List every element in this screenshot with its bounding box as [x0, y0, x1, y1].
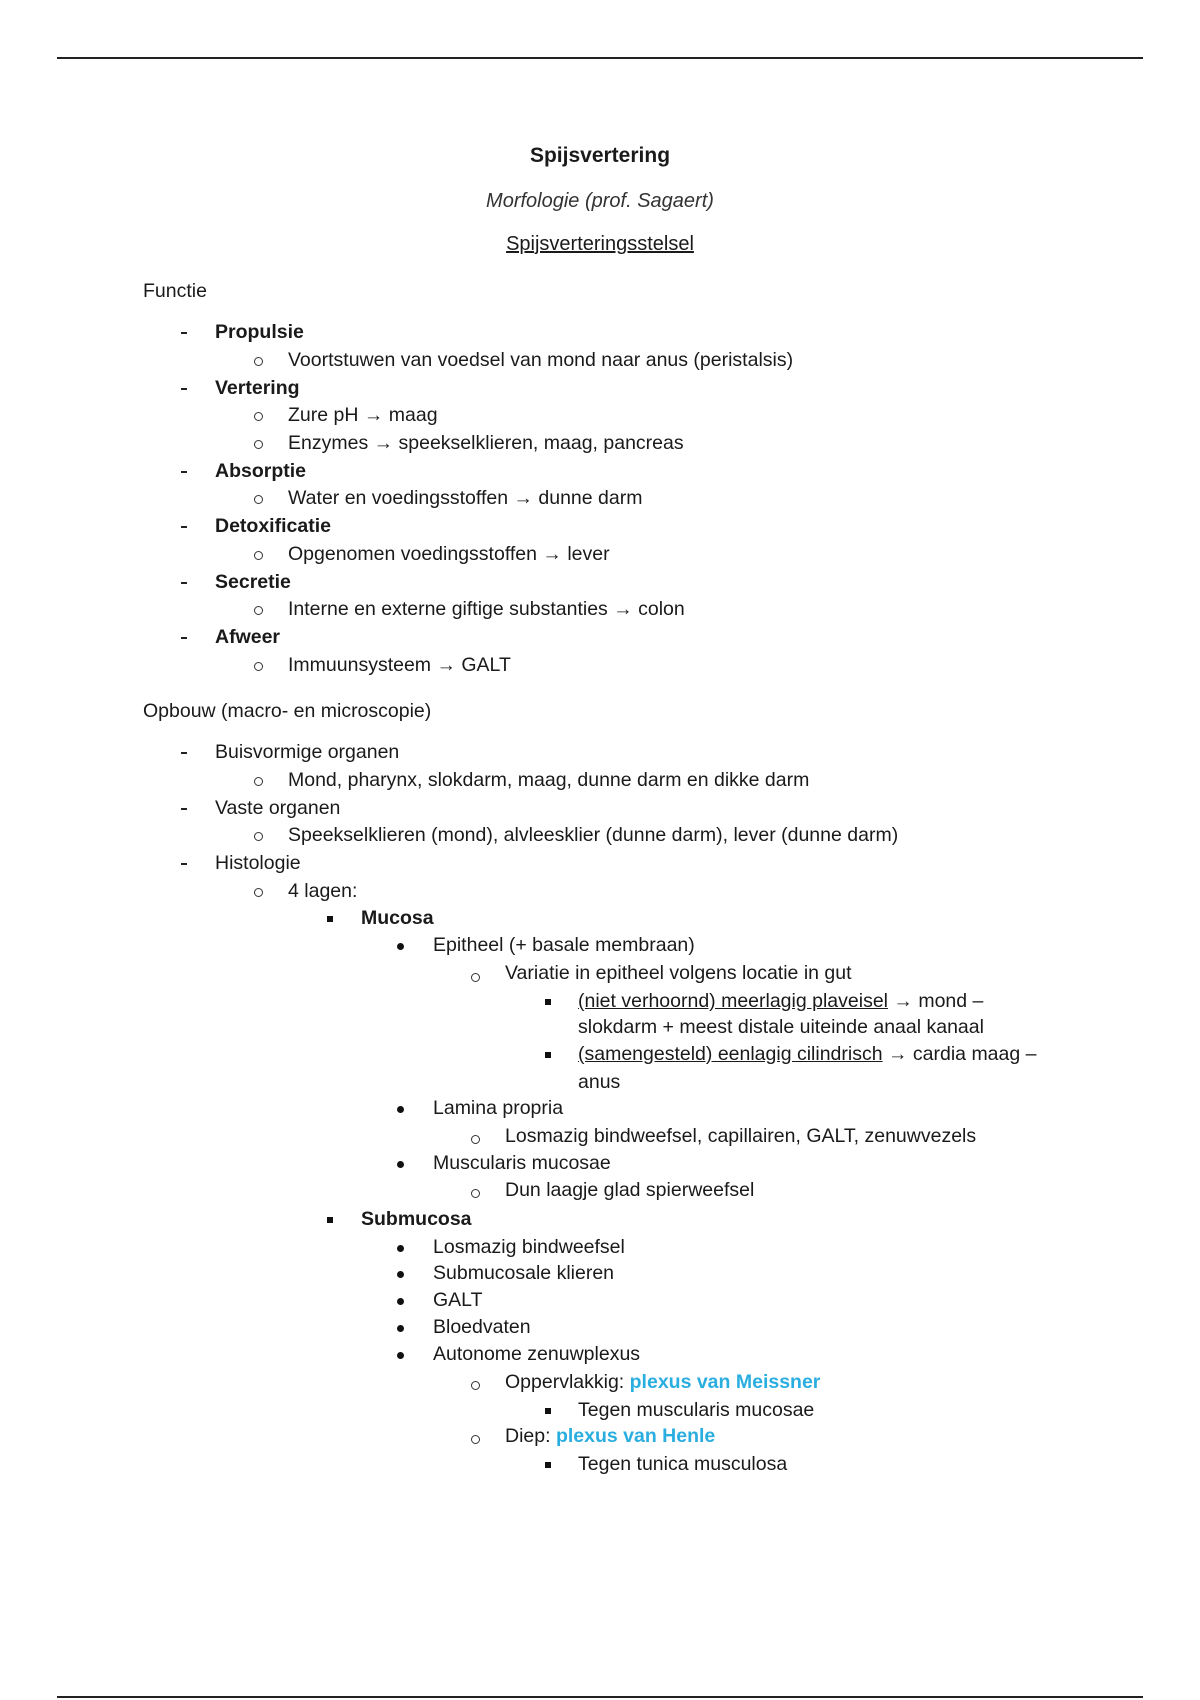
circle-bullet: [254, 551, 263, 560]
functie-item-propulsie: Propulsie: [215, 321, 304, 343]
circle-bullet: [471, 1435, 480, 1444]
mucosa-muscularis-sub: Dun laagje glad spierweefsel: [505, 1179, 755, 1201]
functie-item-vertering: Vertering: [215, 377, 300, 399]
dash-bullet: [181, 863, 187, 865]
histologie-lagen: 4 lagen:: [288, 880, 358, 902]
circle-bullet: [254, 495, 263, 504]
opbouw-histologie: Histologie: [215, 852, 301, 874]
submucosa-item: Submucosale klieren: [433, 1262, 615, 1284]
circle-bullet: [254, 412, 263, 421]
circle-bullet: [254, 832, 263, 841]
dash-bullet: [181, 471, 187, 473]
dot-bullet: [397, 1245, 404, 1252]
functie-sub: Enzymes → speekselklieren, maag, pancreas: [288, 432, 684, 454]
square-bullet: [545, 999, 551, 1005]
functie-heading: Functie: [143, 280, 207, 302]
plexus-opp-prefix: Oppervlakkig:: [505, 1371, 630, 1393]
plexus-henle: plexus van Henle: [555, 1425, 716, 1447]
variatie-2-rest: → cardia maag –: [882, 1043, 1037, 1065]
plexus-diep-prefix: Diep:: [505, 1425, 556, 1447]
dash-bullet: [181, 637, 187, 639]
dot-bullet: [397, 1106, 404, 1113]
mucosa-label: Mucosa: [361, 907, 434, 929]
variatie-item-1: [578, 990, 983, 1013]
circle-bullet: [471, 973, 480, 982]
submucosa-item: Losmazig bindweefsel: [433, 1236, 625, 1258]
dot-bullet: [397, 1161, 404, 1168]
circle-bullet: [254, 606, 263, 615]
submucosa-item: Bloedvaten: [433, 1316, 531, 1338]
mucosa-lamina: Lamina propria: [433, 1097, 564, 1119]
square-bullet: [545, 1408, 551, 1414]
submucosa-item: GALT: [433, 1289, 483, 1311]
plexus-diep-sub: Tegen tunica musculosa: [578, 1453, 788, 1475]
circle-bullet: [254, 357, 263, 366]
dash-bullet: [181, 752, 187, 754]
dash-bullet: [181, 332, 187, 334]
mucosa-muscularis: Muscularis mucosae: [433, 1152, 611, 1174]
plexus-diep: [505, 1425, 715, 1448]
variatie-1-rest: → mond –: [888, 990, 984, 1012]
opbouw-heading: Opbouw (macro- en microscopie): [143, 700, 432, 722]
section-title: Spijsverteringsstelsel: [506, 233, 694, 255]
square-bullet: [545, 1052, 551, 1058]
variatie-item-2: [578, 1043, 1036, 1066]
square-bullet: [327, 916, 333, 922]
plexus-oppervlakkig: [505, 1371, 820, 1394]
functie-item-afweer: Afweer: [215, 626, 281, 648]
circle-bullet: [254, 662, 263, 671]
square-bullet: [327, 1217, 333, 1223]
circle-bullet: [254, 777, 263, 786]
functie-sub: Water en voedingsstoffen → dunne darm: [288, 487, 643, 509]
variatie-2-underlined: (samengesteld) eenlagig cilindrisch: [578, 1043, 883, 1065]
dash-bullet: [181, 388, 187, 390]
functie-sub: Voortstuwen van voedsel van mond naar anus (peristalsis): [288, 349, 794, 371]
circle-bullet: [254, 440, 263, 449]
submucosa-label: Submucosa: [361, 1208, 472, 1230]
mucosa-epitheel: Epitheel (+ basale membraan): [433, 934, 695, 956]
submucosa-item: Autonome zenuwplexus: [433, 1343, 641, 1365]
mucosa-lamina-sub: Losmazig bindweefsel, capillairen, GALT, zenuwvezels: [505, 1125, 977, 1147]
opbouw-buisvormig-sub: Mond, pharynx, slokdarm, maag, dunne darm en dikke darm: [288, 769, 810, 791]
square-bullet: [545, 1462, 551, 1468]
variatie-2-line2: anus: [578, 1071, 621, 1093]
plexus-meissner: plexus van Meissner: [629, 1371, 821, 1393]
opbouw-vaste-sub: Speekselklieren (mond), alvleesklier (dunne darm), lever (dunne darm): [288, 824, 899, 846]
dash-bullet: [181, 808, 187, 810]
variatie-1-underlined: (niet verhoornd) meerlagig plaveisel: [578, 990, 888, 1012]
plexus-opp-sub: Tegen muscularis mucosae: [578, 1399, 815, 1421]
opbouw-buisvormig: Buisvormige organen: [215, 741, 400, 763]
variatie-1-line2: slokdarm + meest distale uiteinde anaal kanaal: [578, 1016, 984, 1038]
dot-bullet: [397, 1298, 404, 1305]
footer-rule: [57, 1696, 1143, 1698]
mucosa-variatie: Variatie in epitheel volgens locatie in gut: [505, 962, 852, 984]
functie-item-detoxificatie: Detoxificatie: [215, 515, 331, 537]
functie-sub: Immuunsysteem → GALT: [288, 654, 511, 676]
dash-bullet: [181, 526, 187, 528]
functie-item-absorptie: Absorptie: [215, 460, 307, 482]
functie-sub: Opgenomen voedingsstoffen → lever: [288, 543, 610, 565]
circle-bullet: [471, 1135, 480, 1144]
page-subtitle: Morfologie (prof. Sagaert): [486, 190, 714, 212]
dot-bullet: [397, 1325, 404, 1332]
page-title: Spijsvertering: [529, 144, 671, 167]
circle-bullet: [471, 1381, 480, 1390]
dot-bullet: [397, 943, 404, 950]
header-rule: [57, 57, 1143, 59]
dot-bullet: [397, 1352, 404, 1359]
functie-item-secretie: Secretie: [215, 571, 291, 593]
dot-bullet: [397, 1271, 404, 1278]
opbouw-vaste: Vaste organen: [215, 797, 341, 819]
circle-bullet: [471, 1189, 480, 1198]
functie-sub: Interne en externe giftige substanties → colon: [288, 598, 685, 620]
dash-bullet: [181, 582, 187, 584]
functie-sub: Zure pH → maag: [288, 404, 438, 426]
circle-bullet: [254, 888, 263, 897]
